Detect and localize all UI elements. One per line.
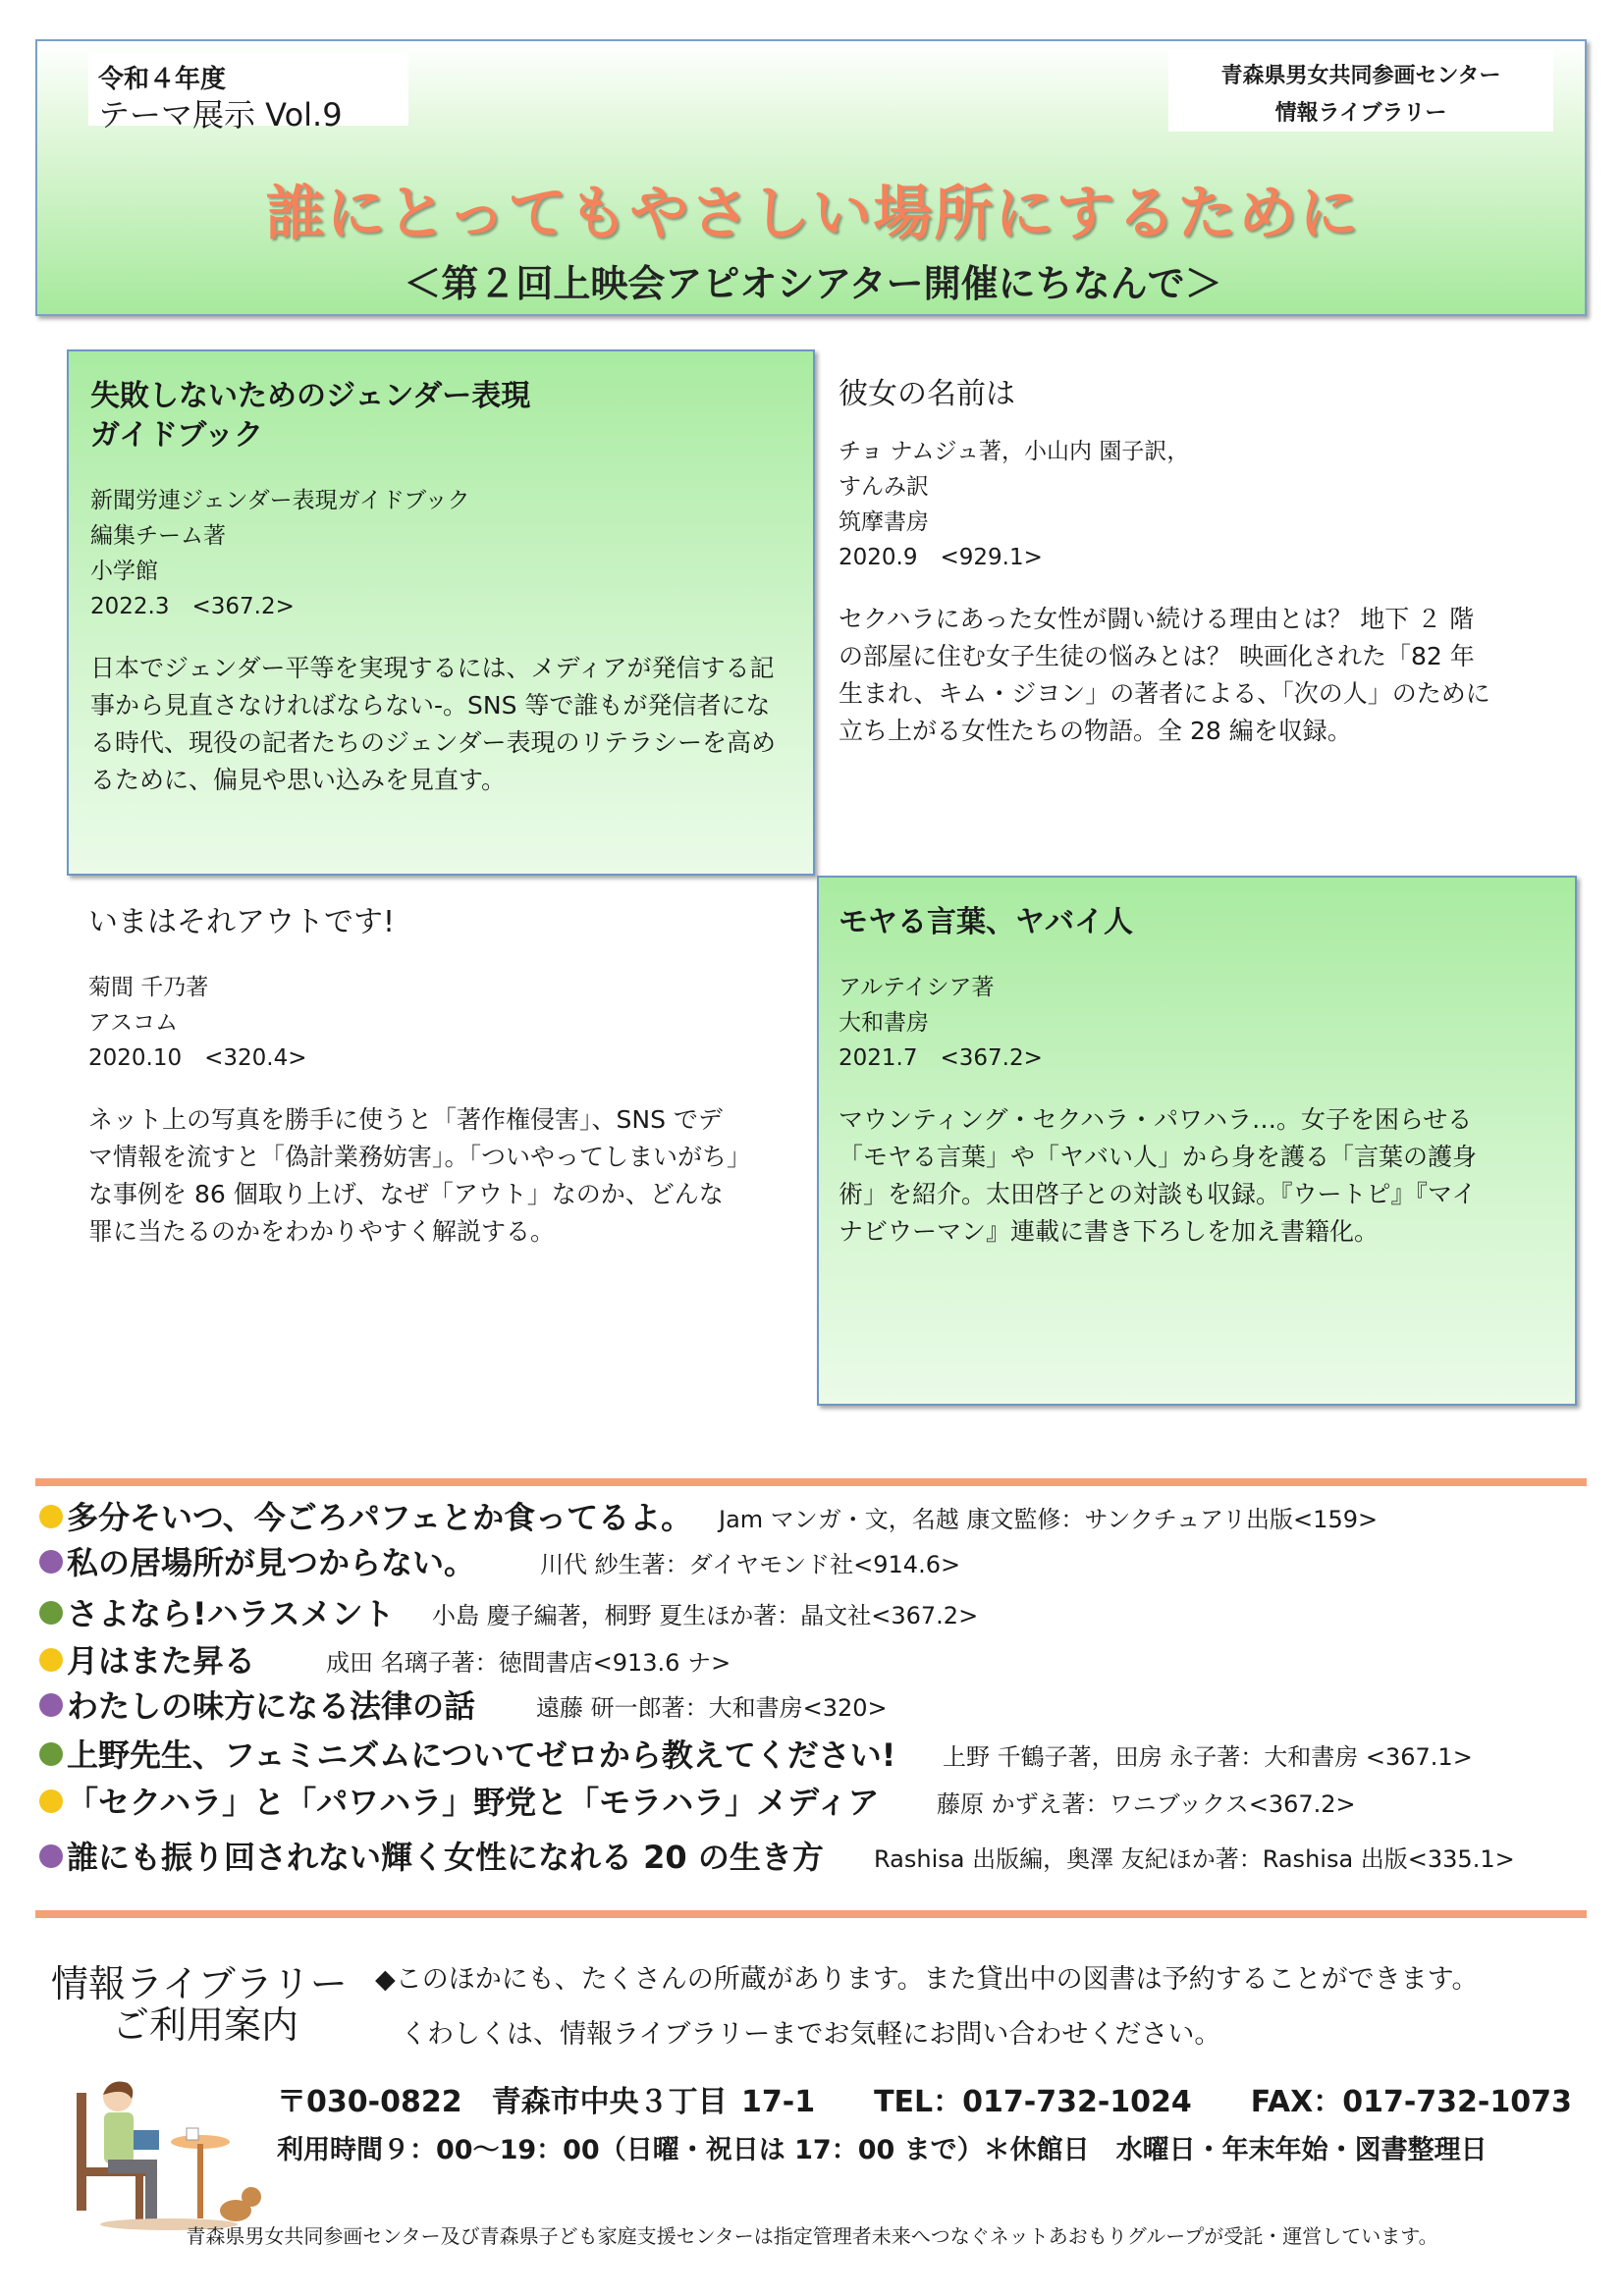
list-item-title: 上野先生、フェミニズムについてゼロから教えてください! — [67, 1736, 896, 1774]
list-item-author: 成田 名璃子著：徳間書店<913.6 ナ> — [326, 1649, 731, 1677]
list-item-title: 「セクハラ」と「パワハラ」野党と「モラハラ」メディア — [67, 1784, 880, 1821]
divider-bottom — [35, 1910, 1587, 1918]
chair-leg — [135, 2175, 143, 2224]
list-item-title: 私の居場所が見つからない。 — [67, 1544, 476, 1581]
header-banner — [35, 39, 1587, 316]
list-item-author: 川代 紗生著：ダイヤモンド社<914.6> — [540, 1551, 961, 1578]
list-item-title: さよなら!ハラスメント — [67, 1595, 395, 1632]
book-meta: チョ ナムジュ著，小山内 園子訳， すんみ訳 筑摩書房 2020.9 <929.1> — [839, 439, 1190, 570]
bullet-dot — [39, 1648, 63, 1672]
opening-hours: 利用時間９：00～19：00（日曜・祝日は 17：00 まで）＊休館日 水曜日・年末年始・図書整理日 — [277, 2135, 1488, 2165]
bullet-dot — [39, 1601, 63, 1625]
inquiry-note: くわしくは、情報ライブラリーまでお気軽にお問い合わせください。 — [401, 2019, 1221, 2050]
list-item-author: Jam マンガ・文，名越 康文監修：サンクチュアリ出版<159> — [719, 1506, 1379, 1533]
featured-book-2 — [817, 349, 1583, 870]
featured-book-4 — [817, 876, 1577, 1406]
book-title: モヤる言葉、ヤバイ人 — [839, 905, 1133, 939]
book-title: 彼女の名前は — [839, 377, 1015, 411]
library-guide-subheading: ご利用案内 — [112, 2003, 299, 2047]
operator-note: 青森県男女共同参画センター及び青森県子ども家庭支援センターは指定管理者未来へつなぐネットあおもりグループが受託・運営しています。 — [186, 2224, 1438, 2248]
list-item-title: 多分そいつ、今ごろパフェとか食ってるよ。 — [67, 1499, 693, 1536]
bullet-dot — [39, 1789, 63, 1813]
list-item-title: 誰にも振り回されない輝く女性になれる 20 の生き方 — [67, 1839, 824, 1876]
fiscal-year: 令和４年度 — [98, 65, 227, 94]
page-title: 誰にとってもやさしい場所にするために — [265, 180, 1361, 248]
cafe-table-leg — [197, 2144, 203, 2218]
book-meta: 新聞労連ジェンダー表現ガイドブック 編集チーム著 小学館 2022.3 <367.2> — [90, 488, 470, 619]
book-title: いまはそれアウトです! — [88, 905, 396, 939]
bullet-dot — [39, 1844, 63, 1868]
book-description: マウンティング・セクハラ・パワハラ…。女子を困らせる 「モヤる言葉」や「ヤバい人」から身を護る「言葉の護身 術」を紹介。太田啓子との対談も収録。『ウートピ』『マイ ナビウーマン』連載に書き下ろしを加え書籍化。 — [839, 1105, 1478, 1246]
library-name: 情報ライブラリー — [1274, 101, 1447, 126]
list-item-author: Rashisa 出版編，奥澤 友紀ほか著：Rashisa 出版<335.1> — [874, 1845, 1515, 1873]
list-item-title: 月はまた昇る — [67, 1642, 256, 1680]
book-in-hand — [134, 2130, 159, 2150]
dog-head — [242, 2187, 261, 2207]
divider-top — [35, 1478, 1587, 1486]
exhibit-label-box — [88, 53, 408, 133]
organization-box — [1168, 49, 1553, 132]
book-meta: 菊間 千乃著 アスコム 2020.10 <320.4> — [88, 975, 307, 1071]
address-contact: 〒030-0822 青森市中央３丁目 17-1 TEL：017-732-1024 FAX：017-732-1073 — [277, 2085, 1572, 2119]
bullet-dot — [39, 1505, 63, 1528]
book-meta: アルテイシア著 大和書房 2021.7 <367.2> — [839, 975, 1043, 1071]
woman-sweater — [104, 2112, 134, 2163]
woman-leg — [145, 2169, 157, 2220]
page-subtitle: ＜第２回上映会アピオシアター開催にちなんで＞ — [404, 262, 1222, 305]
collection-note: ◆このほかにも、たくさんの所蔵があります。また貸出中の図書は予約することができます。 — [375, 1964, 1479, 1995]
book-description: 日本でジェンダー平等を実現するには、メディアが発信する記 事から見直さなければならない-。SNS 等で誰もが発信者にな る時代、現役の記者たちのジェンダー表現のリテラシーを高め るために、偏見や思い込みを見直す。 — [90, 654, 777, 794]
list-item-title: わたしの味方になる法律の話 — [67, 1687, 476, 1725]
list-item-author: 遠藤 研一郎著：大和書房<320> — [536, 1694, 888, 1722]
exhibit-volume: テーマ展示 Vol.9 — [98, 96, 343, 133]
list-item-author: 藤原 かずえ著：ワニブックス<367.2> — [937, 1790, 1356, 1818]
featured-book-3 — [67, 878, 815, 1368]
organization-name: 青森県男女共同参画センター — [1220, 64, 1501, 88]
bullet-dot — [39, 1550, 63, 1574]
chair-back — [77, 2093, 86, 2211]
library-guide-heading: 情報ライブラリー — [51, 1962, 348, 2005]
bullet-dot — [39, 1742, 63, 1766]
featured-book-1 — [67, 349, 815, 876]
list-item-author: 小島 慶子編著，桐野 夏生ほか著：晶文社<367.2> — [432, 1602, 979, 1629]
bullet-dot — [39, 1693, 63, 1717]
book-title: 失敗しないためのジェンダー表現 ガイドブック — [90, 379, 531, 453]
book-description: ネット上の写真を勝手に使うと「著作権侵害」、SNS でデ マ情報を流すと「偽計業務妨害」。「ついやってしまいがち」 な事例を 86 個取り上げ、なぜ「アウト」なのか、どんな 罪に当たるのかをわかりやすく解説する。 — [88, 1105, 752, 1246]
book-description: セクハラにあった女性が闘い続ける理由とは？ 地下 ２ 階 の部屋に住む女子生徒の悩みとは？ 映画化された「82 年 生まれ、キム・ジヨン」の著者による、「次の人」のために 立ち上がる女性たちの物語。全 28 編を収録。 — [839, 605, 1490, 745]
reading-woman-illustration — [71, 2073, 267, 2236]
coffee-cup — [187, 2128, 198, 2140]
list-item-author: 上野 千鶴子著，田房 永子著：大和書房 <367.1> — [943, 1743, 1473, 1771]
